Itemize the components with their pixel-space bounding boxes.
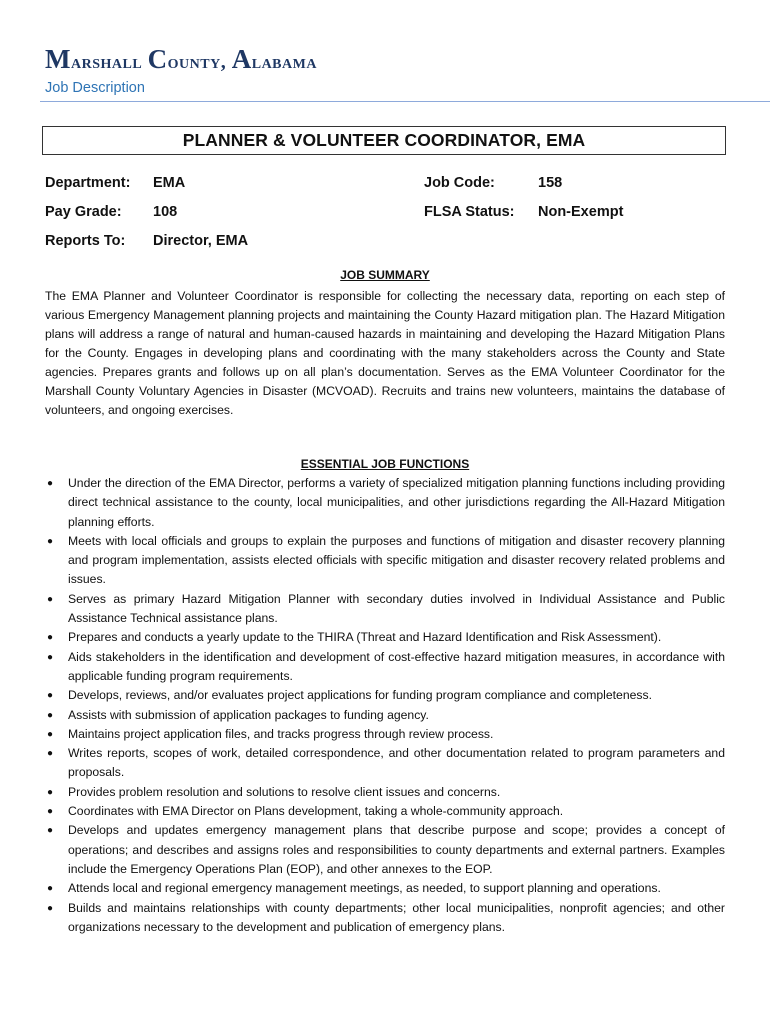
function-item bbox=[45, 879, 725, 898]
function-item-text: Provides problem resolution and solutions to resolve client issues and concerns. bbox=[68, 784, 501, 799]
county-heading-c: C bbox=[147, 44, 168, 74]
essential-functions-list bbox=[45, 474, 725, 937]
bullet-icon: ● bbox=[47, 535, 54, 547]
function-item bbox=[45, 821, 725, 879]
function-item-text: Prepares and conducts a yearly update to the THIRA (Threat and Hazard Identification and Risk Assessment). bbox=[68, 630, 662, 645]
function-item bbox=[45, 648, 725, 687]
function-item-text: Meets with local officials and groups to explain the purposes and functions of mitigation and disaster recovery planning and program implementation, assists elected officials with specific mitigation and disaster recovery related problems and issues. bbox=[68, 533, 725, 587]
county-heading-m: M bbox=[45, 44, 71, 74]
bullet-icon: ● bbox=[47, 825, 54, 837]
function-item-text: Develops and updates emergency management plans that describe purpose and scope; provides a concept of operations; and describes and assigns roles and responsibilities to county departments and external partners. Examples include the Emergency Operations Plan (EOP), and other annexes to the EOP. bbox=[68, 823, 725, 876]
reports-to-value: Director, EMA bbox=[153, 233, 249, 249]
function-item bbox=[45, 783, 725, 802]
job-title: PLANNER & VOLUNTEER COORDINATOR, EMA bbox=[182, 130, 586, 150]
department-value: EMA bbox=[153, 175, 186, 191]
department-label: Department: bbox=[45, 175, 131, 191]
bullet-icon: ● bbox=[47, 651, 54, 663]
function-item bbox=[45, 706, 725, 725]
function-item-text: Serves as primary Hazard Mitigation Planner with secondary duties involved in Individual Assistance and Public Assistance Technical assistance plans. bbox=[68, 591, 725, 626]
job-code-value: 158 bbox=[538, 175, 563, 191]
county-heading-part2: ounty, bbox=[167, 51, 232, 73]
function-item bbox=[45, 590, 725, 629]
function-item bbox=[45, 899, 725, 938]
function-item bbox=[45, 628, 725, 647]
document-subtitle: Job Description bbox=[45, 80, 145, 96]
bullet-icon: ● bbox=[47, 632, 54, 644]
bullet-icon: ● bbox=[47, 478, 54, 489]
flsa-status-label: FLSA Status: bbox=[424, 204, 515, 220]
bullet-icon: ● bbox=[47, 806, 54, 818]
pay-grade-value: 108 bbox=[153, 204, 178, 220]
function-item-text: Attends local and regional emergency management meetings, as needed, to support planning and operations. bbox=[68, 881, 661, 896]
county-heading bbox=[45, 46, 317, 73]
bullet-icon: ● bbox=[47, 902, 54, 914]
reports-to-label: Reports To: bbox=[45, 233, 126, 249]
job-title-box bbox=[42, 126, 726, 155]
bullet-icon: ● bbox=[47, 728, 54, 740]
job-summary-text: The EMA Planner and Volunteer Coordinator is responsible for collecting the necessary data, reporting on each step of various Emergency Management planning projects and maintaining the County Hazard mitigation plan. The Hazard Mitigation plans will address a range of natural and human-caused hazards in maintaining and developing the Hazard Mitigation Plans for the County. Engages in developing plans and coordinating with the many stakeholders across the County and State agencies. Prepares grants and follows up on all plan’s documentation. Serves as the EMA Volunteer Coordinator for the Marshall County Voluntary Agencies in Disaster (MCVOAD). Recruits and trains new volunteers, maintains the database of volunteers, and ongoing exercises. bbox=[45, 289, 725, 417]
function-item-text: Coordinates with EMA Director on Plans development, taking a whole-community approach. bbox=[68, 804, 564, 819]
function-item-text: Develops, reviews, and/or evaluates project applications for funding program compliance and completeness. bbox=[68, 688, 652, 703]
job-summary-heading: JOB SUMMARY bbox=[340, 268, 430, 282]
function-item-text: Aids stakeholders in the identification and development of cost-effective hazard mitigation measures, in accordance with applicable funding program requirements. bbox=[68, 649, 725, 683]
bullet-icon: ● bbox=[47, 748, 54, 760]
function-item bbox=[45, 686, 725, 705]
county-heading-a: A bbox=[231, 44, 252, 74]
function-item bbox=[45, 725, 725, 744]
bullet-icon: ● bbox=[47, 786, 54, 798]
function-item-text: Maintains project application files, and tracks progress through review process. bbox=[68, 726, 494, 741]
function-item-text: Under the direction of the EMA Director, performs a variety of specialized mitigation planning functions including providing direct technical assistance to the county, local municipalities, and other jurisdictions regarding the All-Hazard Mitigation planning efforts. bbox=[68, 476, 725, 529]
function-item-text: Builds and maintains relationships with county departments; other local municipalities, nonprofit agencies; and other organizations necessary to the development and publication of emergency plans. bbox=[68, 900, 725, 934]
bullet-icon: ● bbox=[47, 883, 54, 895]
county-heading-part3: labama bbox=[251, 51, 317, 73]
pay-grade-label: Pay Grade: bbox=[45, 204, 122, 220]
county-heading-part1: arshall bbox=[70, 51, 148, 73]
function-item bbox=[45, 532, 725, 590]
function-item bbox=[45, 744, 725, 783]
bullet-icon: ● bbox=[47, 593, 54, 605]
function-item bbox=[45, 802, 725, 821]
flsa-status-value: Non-Exempt bbox=[538, 204, 624, 220]
job-code-label: Job Code: bbox=[424, 175, 495, 191]
function-item-text: Assists with submission of application packages to funding agency. bbox=[68, 707, 429, 722]
header-divider bbox=[40, 101, 770, 102]
bullet-icon: ● bbox=[47, 690, 54, 702]
bullet-icon: ● bbox=[47, 709, 54, 721]
function-item bbox=[45, 474, 725, 532]
function-item-text: Writes reports, scopes of work, detailed correspondence, and other documentation related to program parameters and proposals. bbox=[68, 746, 725, 780]
essential-functions-heading: ESSENTIAL JOB FUNCTIONS bbox=[300, 457, 470, 471]
